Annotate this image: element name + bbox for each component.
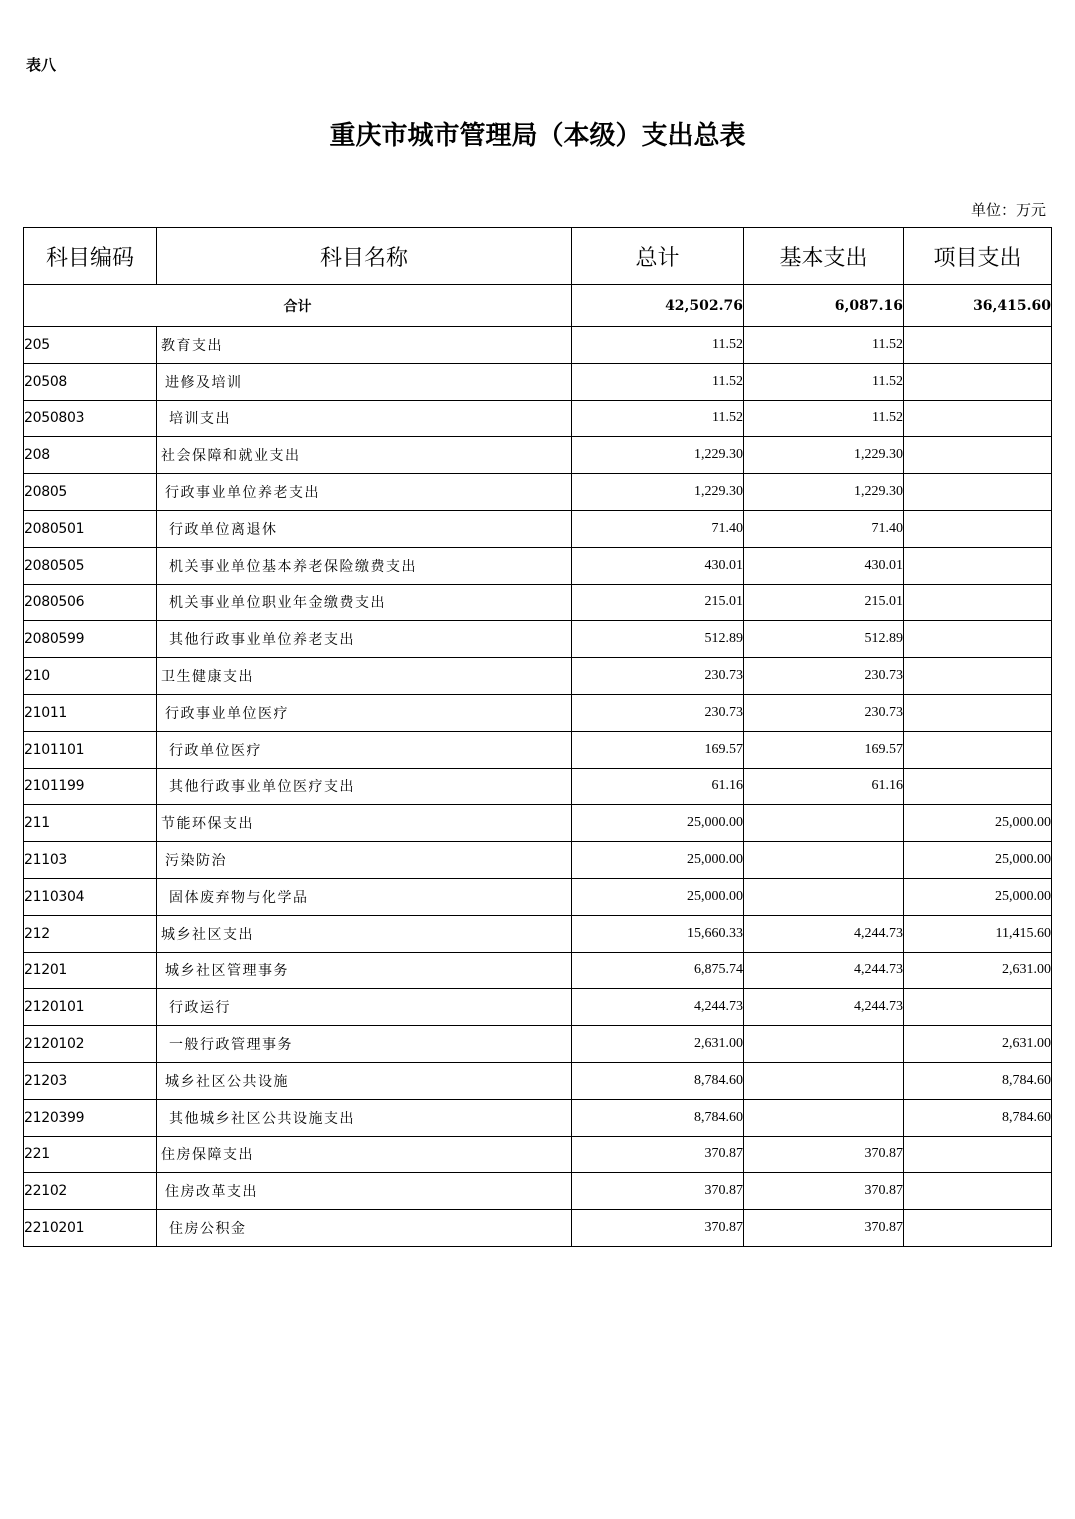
cell-basic: 11.52	[744, 327, 904, 364]
unit-label: 单位：万元	[970, 201, 1046, 219]
table-row	[24, 363, 1052, 400]
table-row	[24, 400, 1052, 437]
cell-code: 221	[24, 1136, 157, 1173]
cell-total: 1,229.30	[572, 474, 744, 511]
cell-total: 11.52	[572, 400, 744, 437]
cell-project: 8,784.60	[904, 1062, 1052, 1099]
cell-basic	[744, 842, 904, 879]
cell-name: 机关事业单位职业年金缴费支出	[157, 584, 572, 621]
cell-project	[904, 363, 1052, 400]
cell-basic: 512.89	[744, 621, 904, 658]
cell-total: 25,000.00	[572, 842, 744, 879]
cell-total: 169.57	[572, 731, 744, 768]
cell-basic: 215.01	[744, 584, 904, 621]
cell-basic	[744, 1062, 904, 1099]
cell-project: 25,000.00	[904, 878, 1052, 915]
cell-project	[904, 731, 1052, 768]
cell-total: 11.52	[572, 327, 744, 364]
table-row	[24, 878, 1052, 915]
cell-name: 其他行政事业单位养老支出	[157, 621, 572, 658]
table-row	[24, 474, 1052, 511]
cell-name: 住房改革支出	[157, 1173, 572, 1210]
cell-basic: 230.73	[744, 658, 904, 695]
cell-basic: 71.40	[744, 510, 904, 547]
table-row	[24, 658, 1052, 695]
cell-name: 住房保障支出	[157, 1136, 572, 1173]
cell-code: 2080506	[24, 584, 157, 621]
cell-basic: 370.87	[744, 1210, 904, 1247]
cell-name: 住房公积金	[157, 1210, 572, 1247]
cell-name: 城乡社区公共设施	[157, 1062, 572, 1099]
total-sum: 42,502.76	[572, 285, 744, 327]
cell-code: 2080599	[24, 621, 157, 658]
cell-name: 其他城乡社区公共设施支出	[157, 1099, 572, 1136]
cell-code: 2101199	[24, 768, 157, 805]
table-row	[24, 1099, 1052, 1136]
cell-total: 512.89	[572, 621, 744, 658]
cell-total: 6,875.74	[572, 952, 744, 989]
cell-basic: 4,244.73	[744, 989, 904, 1026]
total-label: 合计	[24, 285, 572, 327]
cell-project	[904, 768, 1052, 805]
cell-name: 行政事业单位医疗	[157, 694, 572, 731]
cell-total: 25,000.00	[572, 878, 744, 915]
table-row	[24, 952, 1052, 989]
cell-basic: 1,229.30	[744, 437, 904, 474]
cell-total: 370.87	[572, 1210, 744, 1247]
cell-basic	[744, 1099, 904, 1136]
cell-name: 行政单位医疗	[157, 731, 572, 768]
cell-name: 进修及培训	[157, 363, 572, 400]
cell-name: 教育支出	[157, 327, 572, 364]
cell-total: 1,229.30	[572, 437, 744, 474]
header-code: 科目编码	[24, 228, 157, 285]
cell-total: 11.52	[572, 363, 744, 400]
cell-code: 2110304	[24, 878, 157, 915]
cell-code: 22102	[24, 1173, 157, 1210]
cell-code: 208	[24, 437, 157, 474]
table-row	[24, 437, 1052, 474]
table-row	[24, 621, 1052, 658]
cell-name: 污染防治	[157, 842, 572, 879]
cell-name: 其他行政事业单位医疗支出	[157, 768, 572, 805]
cell-total: 370.87	[572, 1136, 744, 1173]
cell-total: 370.87	[572, 1173, 744, 1210]
table-row	[24, 327, 1052, 364]
cell-code: 2050803	[24, 400, 157, 437]
cell-name: 卫生健康支出	[157, 658, 572, 695]
cell-name: 城乡社区管理事务	[157, 952, 572, 989]
cell-name: 固体废弃物与化学品	[157, 878, 572, 915]
cell-total: 71.40	[572, 510, 744, 547]
table-row	[24, 694, 1052, 731]
cell-code: 20805	[24, 474, 157, 511]
table-row	[24, 989, 1052, 1026]
table-row	[24, 1173, 1052, 1210]
cell-name: 行政事业单位养老支出	[157, 474, 572, 511]
cell-name: 一般行政管理事务	[157, 1026, 572, 1063]
cell-code: 20508	[24, 363, 157, 400]
total-project: 36,415.60	[904, 285, 1052, 327]
cell-basic: 230.73	[744, 694, 904, 731]
cell-name: 城乡社区支出	[157, 915, 572, 952]
cell-basic: 61.16	[744, 768, 904, 805]
cell-project	[904, 584, 1052, 621]
cell-total: 8,784.60	[572, 1062, 744, 1099]
cell-basic: 1,229.30	[744, 474, 904, 511]
document-title: 重庆市城市管理局（本级）支出总表	[329, 121, 746, 151]
cell-code: 2120102	[24, 1026, 157, 1063]
expenditure-table	[23, 227, 1052, 1247]
cell-project	[904, 437, 1052, 474]
total-basic: 6,087.16	[744, 285, 904, 327]
cell-basic: 4,244.73	[744, 915, 904, 952]
cell-project	[904, 694, 1052, 731]
cell-code: 205	[24, 327, 157, 364]
table-row	[24, 731, 1052, 768]
cell-name: 培训支出	[157, 400, 572, 437]
cell-basic: 370.87	[744, 1136, 904, 1173]
cell-code: 2101101	[24, 731, 157, 768]
cell-project	[904, 989, 1052, 1026]
table-row	[24, 768, 1052, 805]
cell-basic	[744, 878, 904, 915]
cell-project	[904, 1136, 1052, 1173]
cell-total: 430.01	[572, 547, 744, 584]
cell-basic: 4,244.73	[744, 952, 904, 989]
cell-basic	[744, 805, 904, 842]
cell-basic: 370.87	[744, 1173, 904, 1210]
cell-code: 2210201	[24, 1210, 157, 1247]
cell-basic	[744, 1026, 904, 1063]
cell-total: 230.73	[572, 694, 744, 731]
cell-project	[904, 1210, 1052, 1247]
cell-project: 25,000.00	[904, 805, 1052, 842]
cell-code: 2080505	[24, 547, 157, 584]
cell-total: 2,631.00	[572, 1026, 744, 1063]
cell-project	[904, 400, 1052, 437]
cell-total: 4,244.73	[572, 989, 744, 1026]
cell-code: 210	[24, 658, 157, 695]
cell-project: 2,631.00	[904, 952, 1052, 989]
table-row	[24, 1136, 1052, 1173]
table-row	[24, 1210, 1052, 1247]
cell-total: 25,000.00	[572, 805, 744, 842]
header-total: 总计	[572, 228, 744, 285]
header-name: 科目名称	[157, 228, 572, 285]
table-row	[24, 1062, 1052, 1099]
cell-total: 8,784.60	[572, 1099, 744, 1136]
total-row	[24, 285, 1052, 327]
table-row	[24, 842, 1052, 879]
cell-code: 21201	[24, 952, 157, 989]
cell-code: 2120101	[24, 989, 157, 1026]
table-row	[24, 510, 1052, 547]
cell-project	[904, 658, 1052, 695]
cell-total: 61.16	[572, 768, 744, 805]
cell-name: 社会保障和就业支出	[157, 437, 572, 474]
cell-code: 21011	[24, 694, 157, 731]
cell-project	[904, 547, 1052, 584]
cell-project: 11,415.60	[904, 915, 1052, 952]
cell-basic: 11.52	[744, 363, 904, 400]
cell-code: 21203	[24, 1062, 157, 1099]
header-project: 项目支出	[904, 228, 1052, 285]
cell-project	[904, 327, 1052, 364]
cell-code: 21103	[24, 842, 157, 879]
cell-project: 8,784.60	[904, 1099, 1052, 1136]
cell-name: 节能环保支出	[157, 805, 572, 842]
table-row	[24, 584, 1052, 621]
cell-project: 2,631.00	[904, 1026, 1052, 1063]
cell-total: 215.01	[572, 584, 744, 621]
table-row	[24, 915, 1052, 952]
cell-project	[904, 621, 1052, 658]
cell-total: 230.73	[572, 658, 744, 695]
cell-code: 2120399	[24, 1099, 157, 1136]
cell-code: 212	[24, 915, 157, 952]
cell-project	[904, 1173, 1052, 1210]
cell-total: 15,660.33	[572, 915, 744, 952]
cell-code: 211	[24, 805, 157, 842]
table-row	[24, 1026, 1052, 1063]
table-row	[24, 547, 1052, 584]
cell-name: 行政运行	[157, 989, 572, 1026]
cell-basic: 430.01	[744, 547, 904, 584]
header-basic: 基本支出	[744, 228, 904, 285]
table-row	[24, 805, 1052, 842]
cell-code: 2080501	[24, 510, 157, 547]
cell-project	[904, 510, 1052, 547]
cell-project	[904, 474, 1052, 511]
table-number-label: 表八	[26, 56, 57, 74]
cell-basic: 11.52	[744, 400, 904, 437]
cell-basic: 169.57	[744, 731, 904, 768]
cell-project: 25,000.00	[904, 842, 1052, 879]
cell-name: 行政单位离退休	[157, 510, 572, 547]
table-header-row	[24, 228, 1052, 285]
cell-name: 机关事业单位基本养老保险缴费支出	[157, 547, 572, 584]
